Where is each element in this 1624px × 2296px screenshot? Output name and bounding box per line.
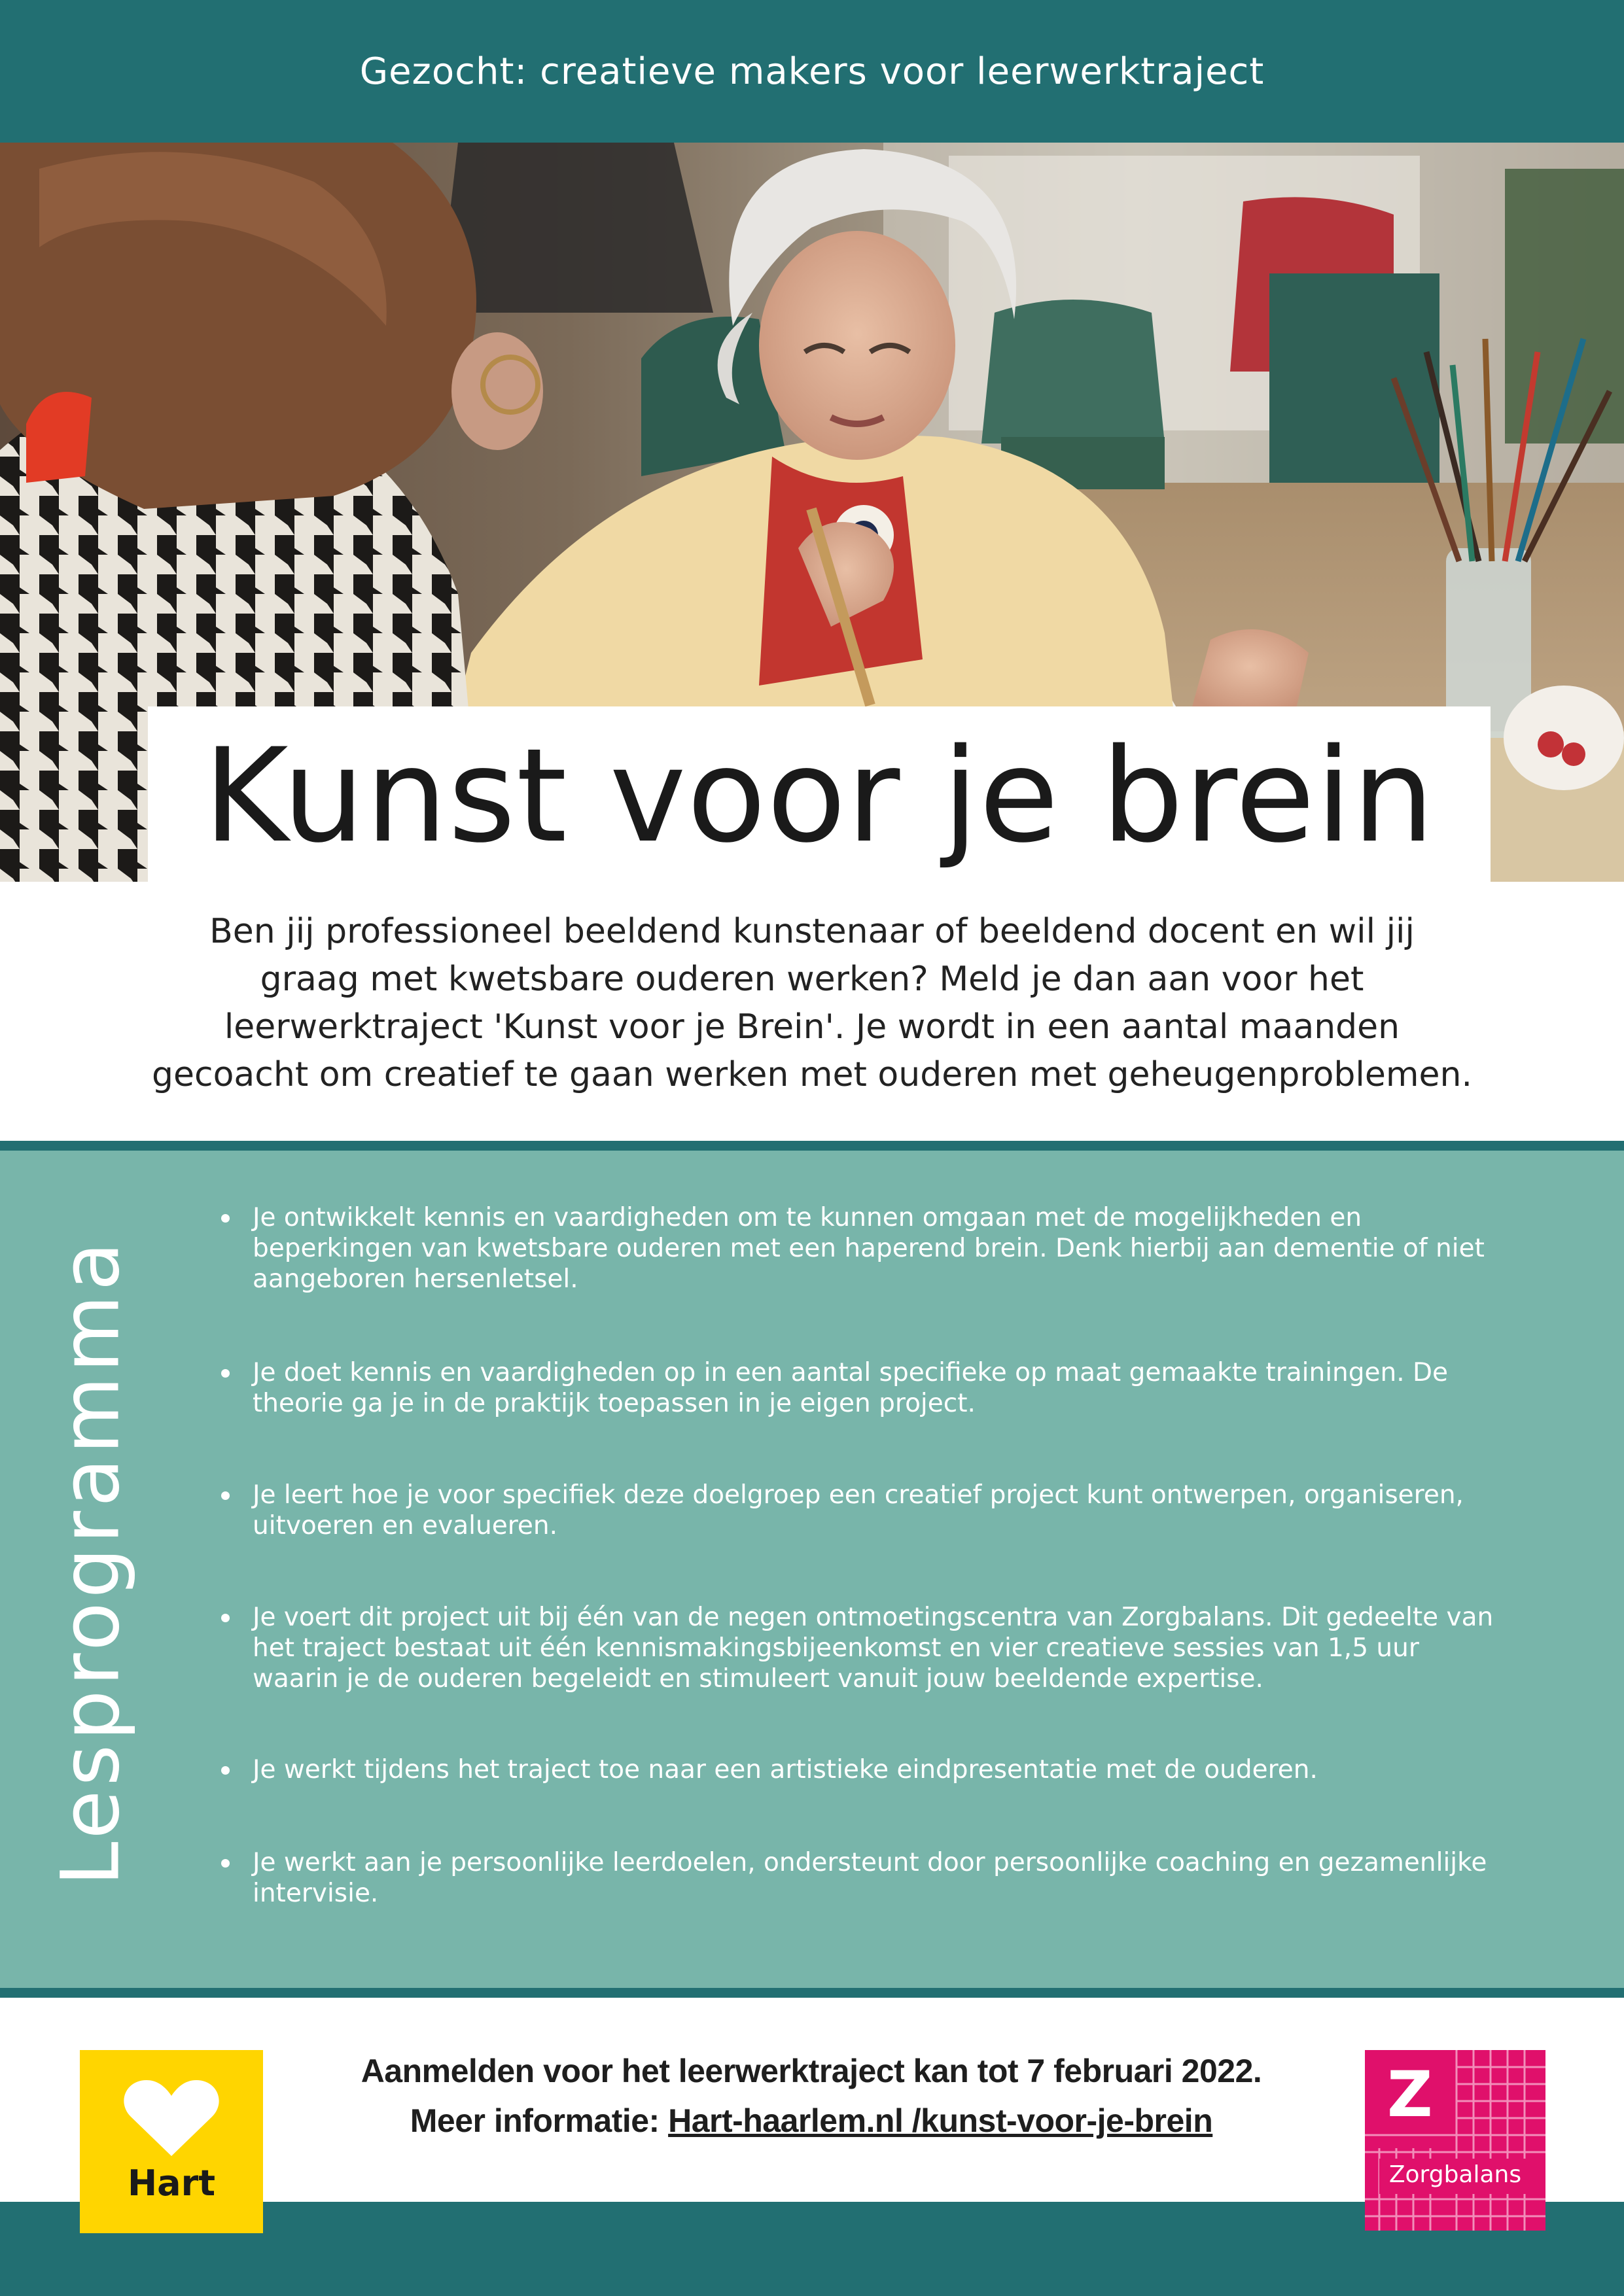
program-item: Je voert dit project uit bij één van de negen ontmoetingscentra van Zorgbalans. Dit gedeelte van het traject bestaat uit één kennismakingsbijeenkomst en vier creatieve sessies van 1,5 uur waarin je de ouderen begeleidt en stimuleert vanuit jouw beeldende expertise. bbox=[216, 1602, 1511, 1694]
intro-line: gecoacht om creatief te gaan werken met ouderen met geheugenproblemen. bbox=[152, 1055, 1472, 1094]
program-item: Je ontwikkelt kennis en vaardigheden om te kunnen omgaan met de mogelijkheden en beperkingen van kwetsbare ouderen met een haperend brein. Denk hierbij aan dementie of niet aangeboren hersenletsel. bbox=[216, 1202, 1511, 1295]
more-info bbox=[288, 2096, 1335, 2146]
intro-text bbox=[65, 908, 1559, 1099]
intro-line: leerwerktraject 'Kunst voor je Brein'. Je wordt in een aantal maanden bbox=[224, 1007, 1400, 1047]
program-item: Je werkt tijdens het traject toe naar een artistieke eindpresentatie met de ouderen. bbox=[216, 1754, 1511, 1785]
program-heading-wrapper bbox=[38, 1235, 143, 1889]
top-banner bbox=[0, 0, 1624, 143]
banner-text: Gezocht: creatieve makers voor leerwerktraject bbox=[359, 50, 1265, 93]
program-item: Je werkt aan je persoonlijke leerdoelen, ondersteunt door persoonlijke coaching en gezamenlijke intervisie. bbox=[216, 1847, 1511, 1909]
heart-icon bbox=[123, 2079, 220, 2157]
program-item: Je doet kennis en vaardigheden op in een aantal specifieke op maat gemaakte trainingen. De theorie ga je in de praktijk toepassen in je eigen project. bbox=[216, 1357, 1511, 1419]
zorgbalans-name: Zorgbalans bbox=[1388, 2161, 1522, 2188]
page-title: Kunst voor je brein bbox=[203, 720, 1436, 871]
call-to-action bbox=[288, 2046, 1335, 2146]
signup-deadline: Aanmelden voor het leerwerktraject kan tot 7 februari 2022. bbox=[361, 2053, 1262, 2089]
more-info-label: Meer informatie: bbox=[410, 2102, 669, 2139]
hart-logo bbox=[80, 2050, 263, 2233]
intro-line: graag met kwetsbare ouderen werken? Meld je dan aan voor het bbox=[260, 960, 1364, 999]
zorgbalans-letter: Z bbox=[1387, 2058, 1433, 2131]
intro-line: Ben jij professioneel beeldend kunstenaar of beeldend docent en wil jij bbox=[209, 912, 1415, 951]
hart-logo-label: Hart bbox=[127, 2163, 216, 2204]
program-item: Je leert hoe je voor specifiek deze doelgroep een creatief project kunt ontwerpen, organiseren, uitvoeren en evalueren. bbox=[216, 1480, 1511, 1541]
zorgbalans-logo bbox=[1365, 2050, 1545, 2231]
program-heading: Lesprogramma bbox=[44, 1238, 137, 1887]
title-box bbox=[148, 706, 1491, 884]
more-info-link[interactable]: Hart-haarlem.nl /kunst-voor-je-brein bbox=[668, 2102, 1213, 2139]
program-list bbox=[216, 1202, 1511, 1909]
